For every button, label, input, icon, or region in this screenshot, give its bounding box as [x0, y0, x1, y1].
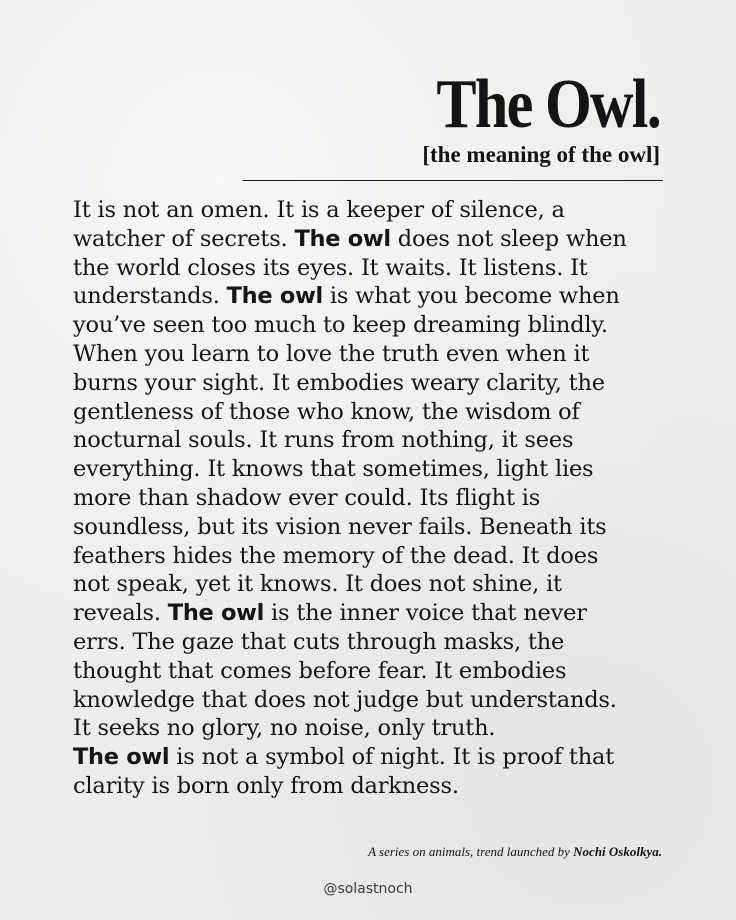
text-line — [73, 311, 673, 340]
credit-text: A series on animals, trend launched by — [368, 844, 574, 859]
text-line — [73, 196, 673, 225]
text-line — [73, 513, 673, 542]
text-line — [73, 570, 673, 599]
text-run: watcher of secrets. — [73, 225, 295, 252]
text-line — [73, 542, 673, 571]
text-run: not speak, yet it knows. It does not shine, it — [73, 571, 562, 598]
text-line — [73, 772, 673, 801]
bold-phrase: The owl — [226, 283, 323, 310]
text-line — [73, 455, 673, 484]
text-line — [73, 398, 673, 427]
text-line — [73, 282, 673, 311]
text-line — [73, 628, 673, 657]
text-run: feathers hides the memory of the dead. It does — [73, 542, 599, 569]
series-credit — [368, 843, 662, 861]
body-paragraph — [73, 196, 673, 801]
bold-phrase: The owl — [167, 600, 265, 627]
page-subtitle: [the meaning of the owl] — [422, 142, 660, 167]
text-line — [73, 686, 673, 715]
text-run: gentleness of those who know, the wisdom of — [73, 398, 580, 425]
text-run: reveals. — [73, 600, 168, 627]
text-line — [73, 369, 673, 398]
divider-rule — [243, 180, 663, 181]
text-line — [73, 743, 673, 772]
text-line — [73, 657, 673, 686]
text-run: When you learn to love the truth even when it — [73, 340, 590, 367]
credit-author: Nochi Oskolkya. — [573, 844, 662, 859]
page-title: The Owl. — [436, 66, 660, 143]
text-run: you’ve seen too much to keep dreaming blindly. — [73, 312, 608, 339]
text-run: is what you become when — [322, 283, 620, 310]
author-handle: @solastnoch — [323, 881, 413, 897]
text-run: burns your sight. It embodies weary clarity, the — [73, 369, 605, 396]
text-run: is the inner voice that never — [264, 600, 587, 627]
bold-phrase: The owl — [294, 225, 391, 252]
text-line — [73, 599, 673, 628]
text-line — [73, 426, 673, 455]
text-line — [73, 484, 673, 513]
text-run: is not a symbol of night. It is proof that — [169, 744, 615, 771]
text-run: knowledge that does not judge but understands. — [73, 686, 617, 713]
bold-phrase: The owl — [73, 744, 170, 771]
text-run: errs. The gaze that cuts through masks, the — [73, 628, 565, 655]
text-run: understands. — [73, 283, 227, 310]
text-run: nocturnal souls. It runs from nothing, it sees — [73, 427, 574, 454]
text-run: more than shadow ever could. Its flight is — [73, 484, 541, 511]
text-line — [73, 340, 673, 369]
text-line — [73, 254, 673, 283]
text-run: soundless, but its vision never fails. Beneath its — [73, 513, 607, 540]
text-run: It is not an omen. It is a keeper of silence, a — [73, 197, 565, 223]
text-run: everything. It knows that sometimes, light lies — [73, 456, 594, 483]
text-run: It seeks no glory, no noise, only truth. — [73, 715, 496, 742]
text-run: the world closes its eyes. It waits. It listens. It — [73, 254, 588, 281]
text-run: does not sleep when — [390, 225, 627, 252]
text-line — [73, 225, 673, 254]
text-run: thought that comes before fear. It embodies — [73, 657, 567, 684]
text-run: clarity is born only from darkness. — [73, 772, 459, 799]
text-line — [73, 714, 673, 743]
